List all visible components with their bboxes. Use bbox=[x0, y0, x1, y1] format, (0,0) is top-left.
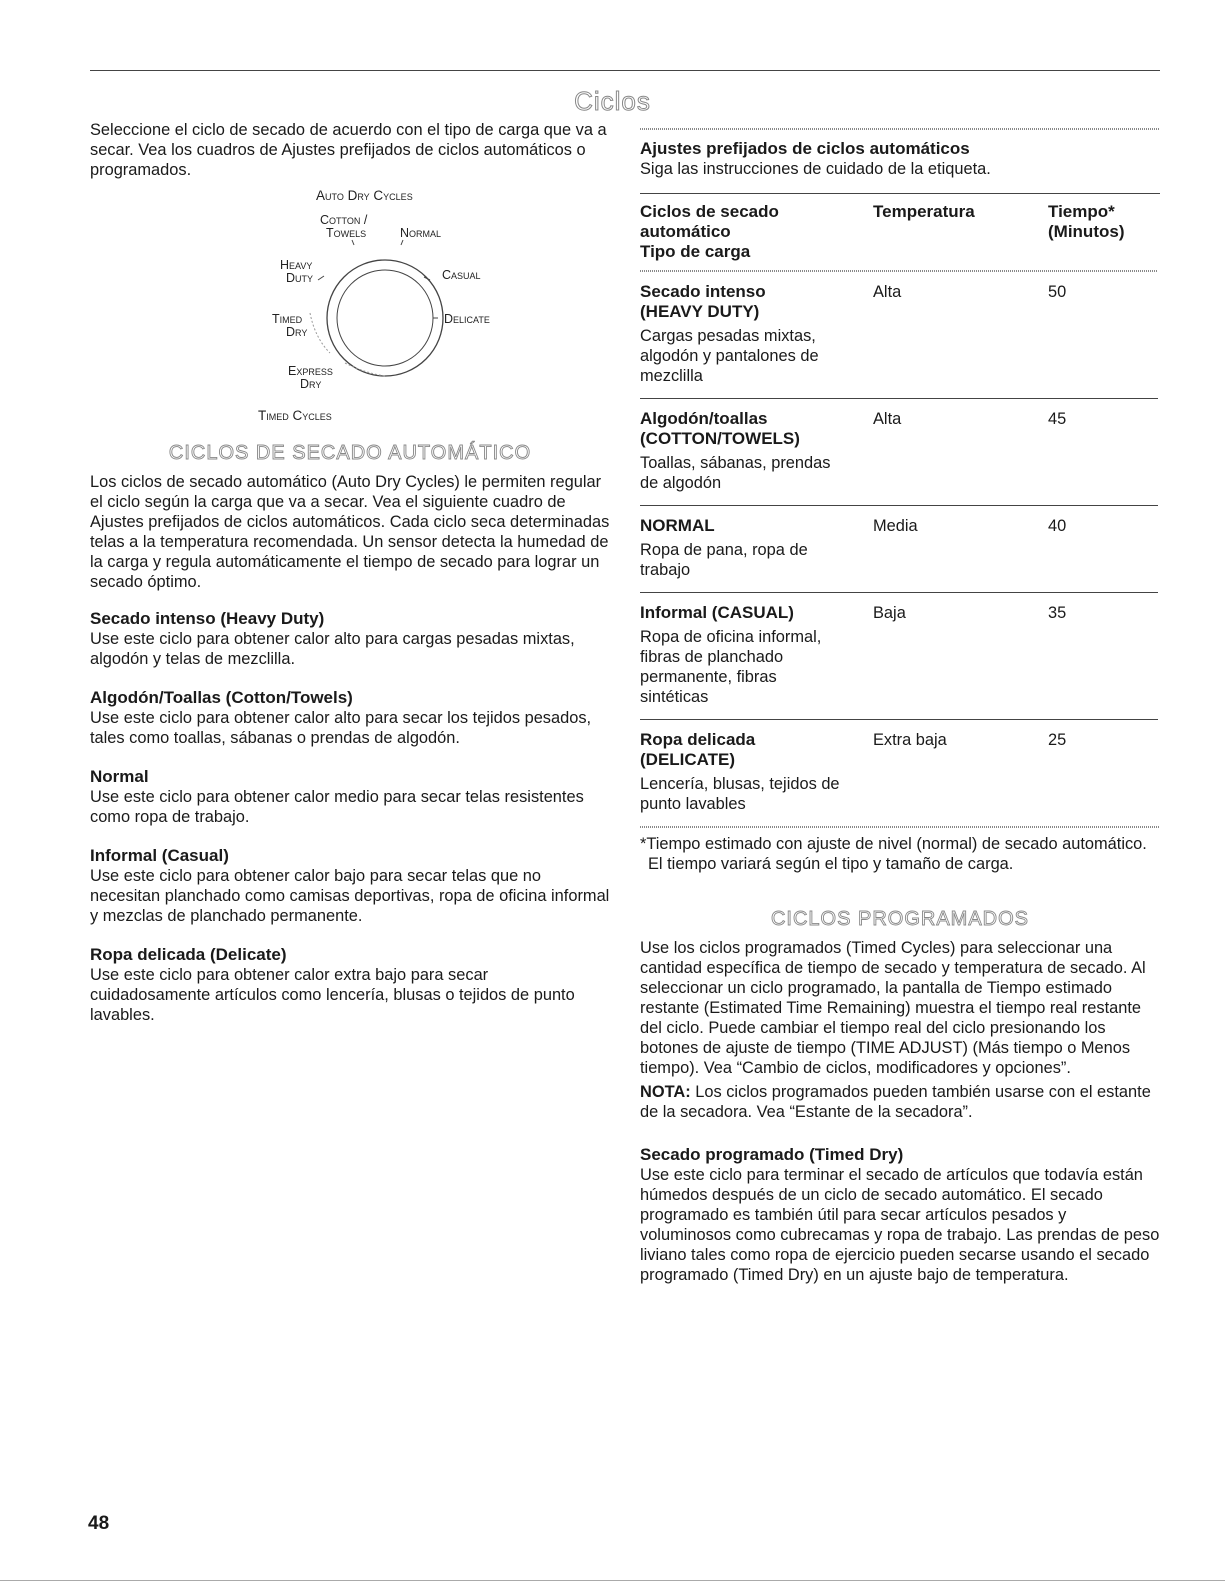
cycle-title: Ropa delicada (Delicate) bbox=[90, 945, 287, 964]
temperature-cell: Alta bbox=[873, 399, 1048, 506]
temperature-cell: Baja bbox=[873, 593, 1048, 720]
cycle-name-en: (COTTON/TOWELS) bbox=[640, 429, 800, 448]
header-time-unit: (Minutos) bbox=[1048, 222, 1125, 241]
cycle-text: Use este ciclo para obtener calor alto para cargas pesadas mixtas, algodón y telas de mezclilla. bbox=[90, 630, 575, 668]
dotted-rule bbox=[640, 128, 1160, 130]
dial-label-delicate: Delicate bbox=[444, 312, 490, 326]
header-col1-line: automático bbox=[640, 222, 731, 241]
table-heading: Ajustes prefijados de ciclos automáticos bbox=[640, 139, 970, 158]
cycle-description bbox=[90, 845, 610, 926]
auto-dry-cycles-label: Auto Dry Cycles bbox=[316, 188, 413, 203]
left-column bbox=[90, 120, 610, 1025]
cycle-text: Use este ciclo para obtener calor extra bajo para secar cuidadosamente artículos como lencería, blusas o tejidos de punto lavables. bbox=[90, 966, 575, 1024]
time-cell: 35 bbox=[1048, 593, 1158, 720]
table-row bbox=[640, 506, 1158, 593]
load-type: Ropa de oficina informal, fibras de planchado permanente, fibras sintéticas bbox=[640, 628, 822, 706]
cycle-dial-diagram bbox=[90, 188, 610, 438]
bottom-rule bbox=[0, 1580, 1225, 1581]
table-row bbox=[640, 399, 1158, 506]
timed-dry-title: Secado programado (Timed Dry) bbox=[640, 1145, 904, 1164]
page-title: Ciclos bbox=[574, 86, 651, 116]
intro-text: Seleccione el ciclo de secado de acuerdo con el tipo de carga que va a secar. Vea los cuadros de Ajustes prefijados de ciclos automáticos o programados. bbox=[90, 121, 607, 179]
cycle-name: Algodón/toallas bbox=[640, 409, 768, 428]
cycle-name: Informal (CASUAL) bbox=[640, 603, 794, 622]
time-cell: 25 bbox=[1048, 731, 1067, 749]
dial-label-casual: Casual bbox=[442, 268, 481, 282]
table-footnote: *Tiempo estimado con ajuste de nivel (normal) de secado automático. El tiempo variará según el tipo y tamaño de carga. bbox=[640, 835, 1147, 873]
load-type: Ropa de pana, ropa de trabajo bbox=[640, 541, 808, 579]
table-row bbox=[640, 593, 1158, 720]
dial-label-timed-dry: Dry bbox=[286, 325, 308, 339]
temperature-cell: Extra baja bbox=[873, 731, 947, 749]
top-rule bbox=[90, 70, 1160, 71]
cycle-text: Use este ciclo para obtener calor medio para secar telas resistentes como ropa de trabajo. bbox=[90, 788, 584, 826]
page-number: 48 bbox=[88, 1513, 110, 1534]
cycle-text: Use este ciclo para obtener calor bajo para secar telas que no necesitan planchado como camisas deportivas, ropa de oficina informal y mezclas de planchado permanente. bbox=[90, 867, 610, 925]
timed-cycles-label: Timed Cycles bbox=[258, 408, 332, 423]
timed-dry-text: Use este ciclo para terminar el secado de artículos que todavía están húmedos después de un ciclo de secado automático. El secado programado es también útil para secar artículos pesados y voluminosos como cubrecamas y ropa de trabajo. Las prendas de peso liviano tales como ropa de ejercicio pueden secarse usando el secado programado (Timed Dry) en un ajuste bajo de temperatura. bbox=[640, 1166, 1160, 1284]
load-type: Cargas pesadas mixtas, algodón y pantalones de mezclilla bbox=[640, 327, 819, 385]
cycle-text: Use este ciclo para obtener calor alto para secar los tejidos pesados, tales como toallas, sábanas o prendas de algodón. bbox=[90, 709, 592, 747]
cycle-description bbox=[90, 687, 610, 748]
cycle-settings-table bbox=[640, 194, 1158, 826]
timed-section-heading: CICLOS PROGRAMADOS bbox=[770, 908, 1030, 930]
dial-label-express-dry: Dry bbox=[300, 377, 322, 391]
table-header-row bbox=[640, 194, 1158, 270]
dial-label-timed: Timed bbox=[272, 312, 303, 326]
dotted-rule bbox=[640, 826, 1160, 828]
load-type: Toallas, sábanas, prendas de algodón bbox=[640, 454, 831, 492]
note-paragraph bbox=[640, 1082, 1160, 1122]
dial-label-express: Express bbox=[288, 364, 333, 378]
cycle-name-en: (DELICATE) bbox=[640, 750, 736, 769]
cycle-title: Informal (Casual) bbox=[90, 846, 229, 865]
cycle-description bbox=[90, 766, 610, 827]
cycle-description bbox=[90, 944, 610, 1025]
note-text: Los ciclos programados pueden también usarse con el estante de la secadora. Vea “Estante de la secadora”. bbox=[640, 1083, 1151, 1121]
cycle-title: Algodón/Toallas (Cotton/Towels) bbox=[90, 688, 353, 707]
header-col1-line: Tipo de carga bbox=[640, 242, 751, 261]
dial-label-cotton: Cotton / bbox=[320, 213, 368, 227]
auto-section-text: Los ciclos de secado automático (Auto Dry Cycles) le permiten regular el ciclo según la carga que va a secar. Vea el siguiente cuadro de Ajustes prefijados de ciclos automáticos. Cada ciclo seca determinadas telas a la temperatura recomendada. Un sensor detecta la humedad de la carga y regula automáticamente el tiempo de secado para lograr un secado óptimo. bbox=[90, 473, 610, 591]
header-time: Tiempo* bbox=[1048, 202, 1115, 221]
table-subheading: Siga las instrucciones de cuidado de la etiqueta. bbox=[640, 160, 991, 178]
header-col1-line: Ciclos de secado bbox=[640, 202, 779, 221]
cycle-descriptions bbox=[90, 608, 610, 1025]
cycle-name-en: (HEAVY DUTY) bbox=[640, 302, 760, 321]
cycle-name: Ropa delicada bbox=[640, 730, 756, 749]
time-cell: 45 bbox=[1048, 399, 1158, 506]
temperature-cell: Media bbox=[873, 506, 1048, 593]
load-type: Lencería, blusas, tejidos de punto lavables bbox=[640, 775, 840, 813]
note-label: NOTA: bbox=[640, 1083, 691, 1101]
temperature-cell: Alta bbox=[873, 272, 1048, 399]
cycle-name: Secado intenso bbox=[640, 282, 766, 301]
dial-label-duty: Duty bbox=[286, 271, 314, 285]
cycle-description bbox=[90, 608, 610, 669]
time-cell: 40 bbox=[1048, 506, 1158, 593]
right-column bbox=[640, 128, 1160, 1285]
timed-section-text: Use los ciclos programados (Timed Cycles) para seleccionar una cantidad específica de tiempo de secado y temperatura de secado. Al seleccionar un ciclo programado, la pantalla de Tiempo estimado restante (Estimated Time Remaining) muestra el tiempo real restante del ciclo. Puede cambiar el tiempo real del ciclo presionando los botones de ajuste de tiempo (TIME ADJUST) (Más tiempo o Menos tiempo). Vea “Cambio de ciclos, modificadores y opciones”. bbox=[640, 939, 1146, 1077]
dial-label-towels: Towels bbox=[326, 226, 367, 240]
table-row bbox=[640, 720, 1158, 827]
auto-section-heading: CICLOS DE SECADO AUTOMÁTICO bbox=[168, 442, 532, 464]
cycle-title: Secado intenso (Heavy Duty) bbox=[90, 609, 325, 628]
header-temperature: Temperatura bbox=[873, 202, 975, 221]
table-row bbox=[640, 272, 1158, 399]
dial-label-heavy: Heavy bbox=[280, 258, 313, 272]
dial-label-normal: Normal bbox=[400, 226, 442, 240]
time-cell: 50 bbox=[1048, 272, 1158, 399]
cycle-title: Normal bbox=[90, 767, 149, 786]
cycle-name: NORMAL bbox=[640, 516, 715, 535]
